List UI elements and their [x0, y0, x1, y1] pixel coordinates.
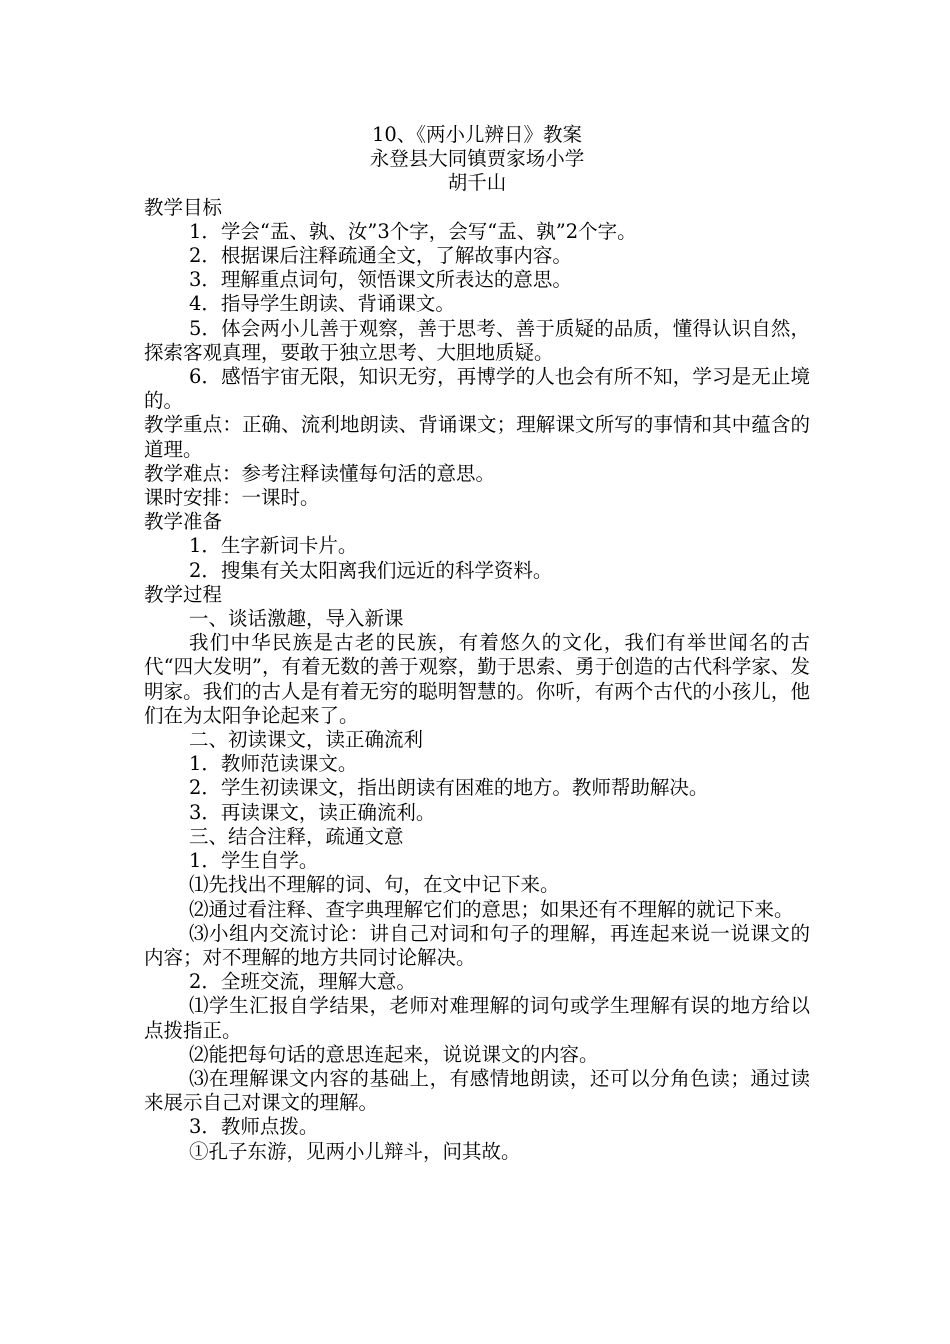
paragraph: 3．再读课文，读正确流利。 — [189, 800, 436, 824]
paragraph: ⑵通过看注释、查字典理解它们的意思；如果还有不理解的就记下来。 — [189, 897, 794, 921]
paragraph: 2．学生初读课文，指出朗读有困难的地方。教师帮助解决。 — [189, 776, 709, 800]
paragraph: 4．指导学生朗读、背诵课文。 — [189, 292, 455, 316]
school-name: 永登县大同镇贾家场小学 — [369, 147, 585, 171]
paragraph: 2．根据课后注释疏通全文，了解故事内容。 — [189, 244, 572, 268]
paragraph: 三、结合注释，疏通文意 — [189, 824, 404, 848]
paragraph: 1．生字新词卡片。 — [189, 534, 358, 558]
paragraph: 二、初读课文，读正确流利 — [189, 728, 424, 752]
paragraph: ⑶在理解课文内容的基础上，有感情地朗读，还可以分角色读；通过读来展示自己对课文的理解。 — [144, 1066, 810, 1115]
section-heading: 教学难点：参考注释读懂每句活的意思。 — [144, 461, 496, 485]
paragraph: ⑶小组内交流讨论：讲自己对词和句子的理解，再连起来说一说课文的内容；对不理解的地方共同讨论解决。 — [144, 921, 810, 969]
paragraph: 2．搜集有关太阳离我们远近的科学资料。 — [189, 558, 553, 582]
paragraph: 我们中华民族是古老的民族，有着悠久的文化，我们有举世闻名的古代“四大发明”，有着无数的善于观察，勤于思索、勇于创造的古代科学家、发明家。我们的古人是有着无穷的聪明智慧的。你听，有两个古代的小孩儿，他们在为太阳争论起来了。 — [144, 631, 810, 727]
paragraph: 2．全班交流，理解大意。 — [189, 970, 416, 994]
paragraph: ⑴先找出不理解的词、句，在文中记下来。 — [189, 873, 560, 897]
section-heading: 教学准备 — [144, 510, 223, 534]
document-body — [144, 123, 810, 1164]
paragraph: 一、谈话激趣，导入新课 — [189, 607, 404, 631]
section-heading: 教学过程 — [144, 582, 223, 606]
paragraph: 6．感悟宇宙无限，知识无穷，再博学的人也会有所不知，学习是无止境的。 — [144, 365, 810, 413]
section-heading: 课时安排：一课时。 — [144, 486, 320, 510]
author-name: 胡千山 — [447, 171, 507, 195]
paragraph: 3．教师点拨。 — [189, 1115, 319, 1139]
paragraph: 3．理解重点词句，领悟课文所表达的意思。 — [189, 268, 572, 292]
paragraph: 5．体会两小儿善于观察，善于思考、善于质疑的品质，懂得认识自然，探索客观真理，要敢于独立思考、大胆地质疑。 — [144, 316, 810, 364]
paragraph: 1．学会“盂、孰、汝”3个字，会写“盂、孰”2个字。 — [189, 219, 637, 243]
lesson-plan-text — [144, 196, 810, 1164]
paragraph: ⑵能把每句话的意思连起来，说说课文的内容。 — [189, 1042, 599, 1066]
section-heading: 教学目标 — [144, 195, 223, 219]
paragraph: 1．学生自学。 — [189, 849, 319, 873]
section-heading: 教学重点：正确、流利地朗读、背诵课文；理解课文所写的事情和其中蕴含的道理。 — [144, 413, 810, 461]
paragraph: ①孔子东游，见两小儿辩斗，问其故。 — [189, 1139, 521, 1163]
paragraph: ⑴学生汇报自学结果，老师对难理解的词句或学生理解有误的地方给以点拨指正。 — [144, 994, 810, 1042]
paragraph: 1．教师范读课文。 — [189, 752, 358, 776]
document-title: 10、《两小儿辨日》教案 — [371, 123, 583, 146]
